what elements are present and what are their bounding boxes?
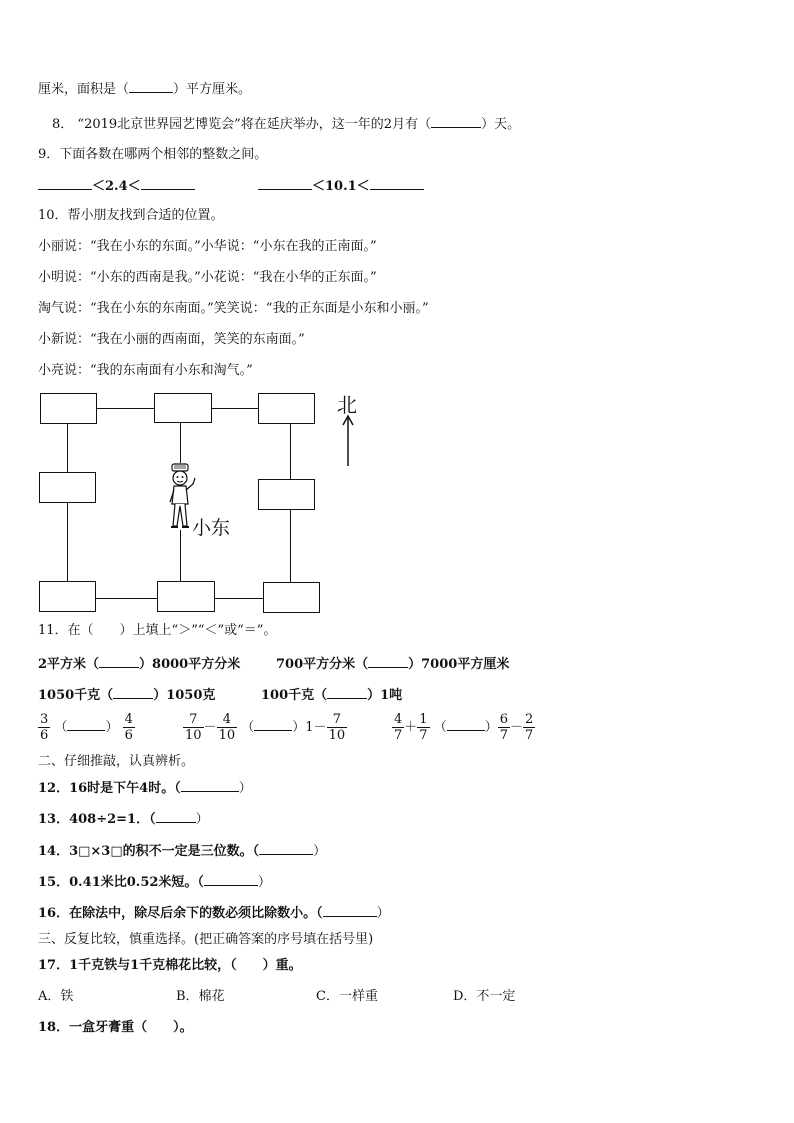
answer-blank[interactable] <box>181 779 239 792</box>
question-9-right: ＜10.1＜ <box>258 177 424 196</box>
question-9-title: 9．下面各数在哪两个相邻的整数之间。 <box>38 147 268 162</box>
statement-5: 小亮说：“我的东南面有小东和淘气。” <box>38 363 253 378</box>
position-box-w[interactable] <box>39 472 96 503</box>
statement-2: 小明说：“小东的西南是我。”小花说：“我在小华的正东面。” <box>38 270 377 285</box>
position-box-s[interactable] <box>157 581 215 612</box>
fraction: $\frac{2}{7}$ <box>525 712 534 743</box>
answer-blank[interactable] <box>99 655 139 668</box>
question-16: 16．在除法中，除尽后余下的数必须比除数小。（ ） <box>38 906 390 921</box>
answer-blank[interactable] <box>67 718 105 731</box>
answer-blank[interactable] <box>113 686 153 699</box>
position-box-sw[interactable] <box>39 581 96 612</box>
statement-4: 小新说：“我在小丽的西南面，笑笑的东南面。” <box>38 332 305 347</box>
fraction: $\frac{4}{7}$ <box>394 712 403 743</box>
section-2-title: 二、仔细推敲，认真辨析。 <box>38 754 195 769</box>
answer-blank[interactable] <box>370 177 424 190</box>
statement-3: 淘气说：“我在小东的东南面。”笑笑说：“我的正东面是小东和小丽。” <box>38 301 429 316</box>
center-label: 小东 <box>192 517 231 539</box>
answer-blank[interactable] <box>431 115 481 128</box>
question-14: 14．3□×3□的积不一定是三位数。（ ） <box>38 844 327 859</box>
answer-blank[interactable] <box>204 873 258 886</box>
q7-tail: 厘米，面积是（ ）平方厘米。 <box>38 82 252 97</box>
fraction: $\frac{7}{10}$ <box>185 712 202 743</box>
answer-blank[interactable] <box>447 718 485 731</box>
fraction: $\frac{7}{10}$ <box>328 712 346 743</box>
q11-row2-b: 100千克（ ）1吨 <box>261 688 403 703</box>
connector-line <box>96 598 158 599</box>
section-3-title: 三、反复比较，慎重选择。(把正确答案的序号填在括号里) <box>38 932 374 947</box>
fraction: $\frac{6}{7}$ <box>499 712 509 743</box>
q11-fraction-a: $\frac{3}{6}$ （ ） $\frac{4}{6}$ <box>40 712 133 743</box>
position-box-ne[interactable] <box>258 393 315 424</box>
q11-fraction-b: $\frac{7}{10}$ － $\frac{4}{10}$ （ ）1－ $\frac{7}{10}$ <box>185 712 346 743</box>
q17-option-a[interactable]: A．铁 <box>38 989 74 1004</box>
connector-line <box>180 530 181 582</box>
question-11-title: 11．在（ ）上填上“＞”“＜”或“＝”。 <box>38 623 277 638</box>
question-17: 17．1千克铁与1千克棉花比较，（ ）重。 <box>38 958 302 973</box>
connector-line <box>96 408 154 409</box>
position-box-se[interactable] <box>263 582 320 613</box>
q11-row1-a: 2平方米（ ）8000平方分米 <box>38 657 241 672</box>
fraction: $\frac{1}{7}$ <box>419 712 428 743</box>
fraction: $\frac{4}{10}$ <box>218 712 236 743</box>
north-label: 北 <box>337 393 357 417</box>
answer-blank[interactable] <box>254 718 292 731</box>
connector-line <box>67 503 68 581</box>
q17-option-d[interactable]: D．不一定 <box>453 989 516 1004</box>
q11-row2-a: 1050千克（ ）1050克 <box>38 688 216 703</box>
position-box-nw[interactable] <box>40 393 97 424</box>
connector-line <box>67 423 68 473</box>
answer-blank[interactable] <box>156 810 196 823</box>
connector-line <box>214 598 264 599</box>
q11-row1-b: 700平方分米（ ）7000平方厘米 <box>276 657 510 672</box>
question-15: 15．0.41米比0.52米短。（ ） <box>38 875 271 890</box>
answer-blank[interactable] <box>368 655 408 668</box>
question-10-title: 10．帮小朋友找到合适的位置。 <box>38 208 224 223</box>
question-8: 8． “2019北京世界园艺博览会”将在延庆举办，这一年的2月有（ ）天。 <box>52 117 521 132</box>
question-9-left: ＜2.4＜ <box>38 177 195 196</box>
question-12: 12．16时是下午4时。（ ） <box>38 781 252 796</box>
north-arrow-icon <box>342 414 354 468</box>
connector-line <box>290 509 291 582</box>
q17-option-b[interactable]: B．棉花 <box>176 989 225 1004</box>
q11-fraction-c: $\frac{4}{7}$ ＋ $\frac{1}{7}$ （ ） $\frac{6}{7}$ － $\frac{2}{7}$ <box>394 712 534 743</box>
question-13: 13．408÷2=1．（ ） <box>38 812 209 827</box>
answer-blank[interactable] <box>323 904 377 917</box>
answer-blank[interactable] <box>327 686 367 699</box>
answer-blank[interactable] <box>141 177 195 190</box>
position-box-n[interactable] <box>154 393 212 423</box>
fraction: $\frac{3}{6}$ <box>40 712 49 743</box>
connector-line <box>180 423 181 463</box>
answer-blank[interactable] <box>259 842 313 855</box>
question-18: 18．一盒牙膏重（ ）。 <box>38 1020 193 1035</box>
q17-option-c[interactable]: C．一样重 <box>316 989 378 1004</box>
connector-line <box>290 423 291 479</box>
answer-blank[interactable] <box>258 177 312 190</box>
connector-line <box>212 408 258 409</box>
fraction: $\frac{4}{6}$ <box>124 712 133 743</box>
answer-blank[interactable] <box>129 80 173 93</box>
answer-blank[interactable] <box>38 177 92 190</box>
statement-1: 小丽说：“我在小东的东面。”小华说：“小东在我的正南面。” <box>38 239 377 254</box>
position-box-e[interactable] <box>258 479 315 510</box>
